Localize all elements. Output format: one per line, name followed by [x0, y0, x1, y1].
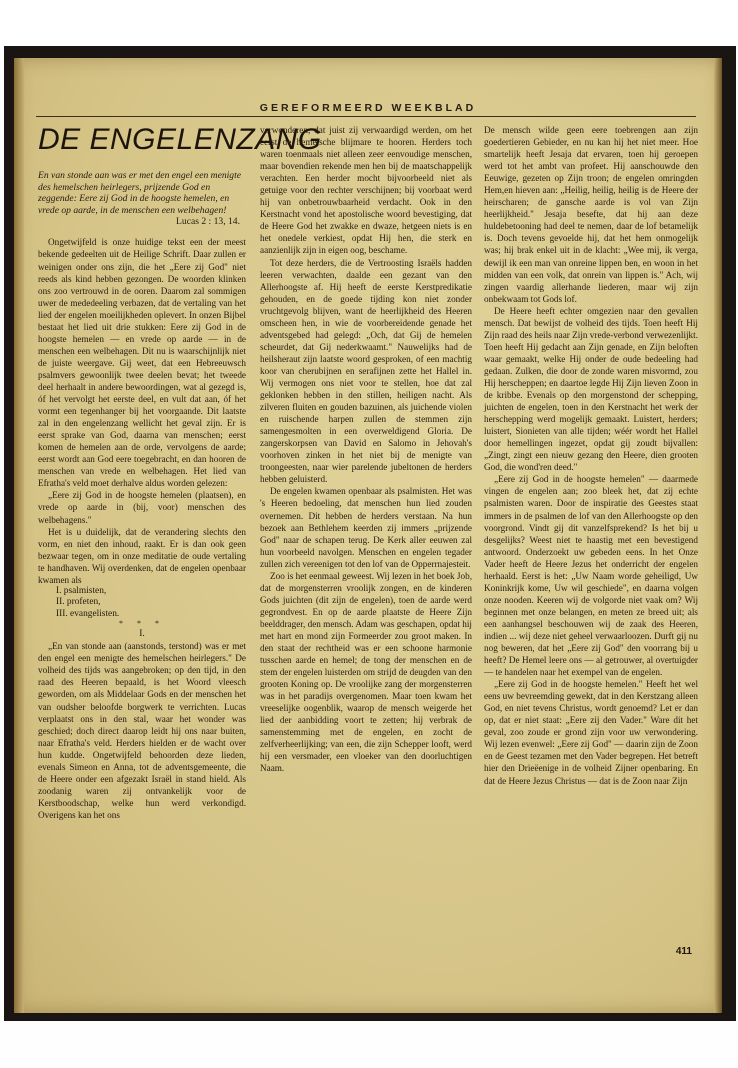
paragraph: „Eere zij God in de hoogste hemelen." Heeft het wel eens uw bevreemding gewekt, dat in den Kerstzang alleen God, en niet tevens Christus, wordt genoemd? Let er dan op, dat er niet staat: „Eere zij den Vader." Ware dit het geval, zoo zoude er grond zijn voor uw verwondering. Wij lezen evenwel: „Eere zij God" — daarin zijn de Zoon en de Geest tezamen met den Vader begrepen. Het betreft hier den Drieëenige in de volheid Zijner openbaring. En dat de Heere Jezus Christus — dat is de Zoon naar Zijn: [484, 679, 698, 786]
column-3: [484, 124, 698, 1010]
paragraph: De Heere heeft echter omgezien naar den gevallen mensch. Dat bewijst de volheid des tijds. Toen heeft Hij Zijn raad des heils naar Zijn vrede-verbond verwezenlijkt. Toen heeft Hij gedacht aan Zijn genade, en Zijn beloften waar gemaakt, welke Hij onder de oude bedeeling had gedaan. Zulken, die door de zonde waren misvormd, zou Hij herscheppen; en daartoe legde Hij Zijn lieven Zoon in de kribbe. Evenals op den morgenstond der schepping, juichten de engelen, toen in den Kerstnacht het werk der herschepping werd mogelijk gemaakt. Luistert, herders; luistert, Sionieten van alle tijden; wéér wordt het Hallel door hemellingen ingezet, opdat gij zoudt bijvallen: „Zingt, zingt een nieuw gezang den Heere, dien grooten God, die wond'ren deed.": [484, 305, 698, 473]
section-divider: * * *: [119, 619, 165, 629]
section-numeral: I.: [139, 628, 145, 640]
outline-item: II. profeten,: [56, 597, 101, 608]
page-number: 411: [675, 946, 692, 957]
top-margin: [0, 0, 738, 48]
outline-item: I. psalmisten,: [56, 585, 107, 596]
paragraph: Zoo is het eenmaal geweest. Wij lezen in het boek Job, dat de morgensterren vroolijk zongen, en de kinderen Gods juichten (dit zijn de engelen), toen de aarde werd gegrondvest. En op de aarde plaatste de Heere Zijn beelddrager, den mensch. Adam was geschapen, opdat hij met hart en mond zijn Formeerder zou groot maken. In den staat der rechtheid was er een schoone harmonie tusschen aarde en hemel; de tong der menschen en de stem der engelen luisterden om strijd de deugden van den grooten Koning op. De vroolijke zang der morgensterren was in het paradijs overgenomen. Maar toen kwam het vreeselijke oogenblik, waarop de mensch weigerde het lied der aanbidding voort te zetten; hij verbrak de samenstemming met de engelen, en zocht de zelfverheerlijking; van een, die zijn Schepper looft, werd hij een versmader, een vloeker van den doorluchtigen Naam.: [260, 570, 472, 774]
paragraph: Het is u duidelijk, dat de verandering slechts den vorm, en niet den inhoud, raakt. Er is dan ook geen bezwaar tegen, om in onze meditatie de oude vertaling te handhaven. Wij overdenken, dat de engelen openbaar kwamen als: [38, 526, 246, 585]
paragraph: „Eere zij God in de hoogste hemelen" — daarmede vingen de engelen aan; zoo bleek het, dat zij echte psalmisten waren. Door de inspiratie des Geestes staat immers in de psalmen de lof van den Allerhoogste op den voorgrond. Vindt gij dit vanzelfsprekend? Is het bij u desgelijks? Weest niet te haastig met een bevestigend antwoord. Onderzoekt uw gebeden eens. In het Onze Vader heeft de Heere Jezus het onderricht der engelen herhaald. Eerst is het: „Uw Naam worde geheiligd, Uw Koninkrijk kome, Uw wil geschiede", en daarna volgen onze nooden. Keeren wij de volgorde niet vaak om? Wij beginnen met onze belangen, en meten ze breed uit; als een aanhangsel beschouwen wij de zaak des Heeren, indien ... wij deze niet geheel verwaarloozen. Durft gij nu nog beweren, dat het „Eere zij God" den voorrang bij u heeft? De Hemel leere ons — al getrouwer, al overtuigder — te handelen naar het exempel van de engelen.: [484, 474, 698, 678]
paragraph: verwonderen, dat juist zij verwaardigd werden, om het eerst de hemelsche blijmare te hooren. Herders toch waren toenmaals niet alleen zeer eenvoudige menschen, maar bovendien rekende men hen bij de maatschappelijk verachten. Een herder mocht bijvoorbeeld niet als getuige voor den rechter verschijnen; bij voorbaat werd hij van onbetrouwbaarheid verdacht. Ook in den Kerstnacht vond het apostolische woord bevestiging, dat de Heere God het zwakke en dwaze, hetgeen niets is en het onedele verkiest, opdat Hij hen, die sterk en aanzienlijk zijn in eigen oog, beschame.: [260, 125, 472, 256]
page-edge-shadow: [714, 58, 722, 1013]
paragraph: „Eere zij God in de hoogste hemelen (plaatsen), en vrede op aarde in (bij, voor) menschen des welbehagens.": [38, 490, 246, 525]
magazine-page: [14, 58, 722, 1013]
paragraph: Ongetwijfeld is onze huidige tekst een der meest bekende gedeelten uit de Heilige Schrift. Daar zullen er weinigen onder ons zijn, die het „Eere zij God" niet reeds als kind hebben gezongen. De woorden klinken ons zoo vertrouwd in de ooren. Daarom zal sommigen uwer de mededeeling verbazen, dat de vertaling van het lied der engelen moeilijkheden oplevert. In onzen Bijbel bestaat het lied uit drie stukken: Eere zij God in de hoogste hemelen — en vrede op aarde — in de menschen een welbehagen. Dit nu is waarschijnlijk niet de juiste weergave. Gij weet, dat een Hebreeuwsch psalmvers gewoonlijk twee deelen bevat; het tweede deel herhaalt in andere bewoordingen, wat al gezegd is, óf het vervolgt het eerste deel, en vult dat aan, óf het vormt een tegenhanger bij het voorgaande. Dit laatste zal in den engelenzang wellicht het geval zijn. Er is eerst sprake van God, daarna van menschen; eerst komen de hemelen aan de orde, vervolgens de aarde; eerst wordt aan God eere toegebracht, en dan hooren de menschen van vrede en welbehagen. Het lied van Efratha's veld moet derhalve aldus worden gelezen:: [38, 237, 246, 489]
running-header: GEREFORMEERD WEEKBLAD: [259, 102, 477, 114]
header-rule: [36, 116, 696, 117]
paragraph: Tot deze herders, die de Vertroosting Israëls hadden leeren verwachten, daalde een gezant van den Allerhoogste af. Hij heeft de eerste Kerstpredikatie gehouden, en de goede tijding kon niet zonder vruchtgevolg blijven, want de heerlijkheid des Heeren omscheen hen, in wie de voorbereidende genade het adventsgebed had gelegd: „Och, dat Gij de hemelen scheurdet, dat Gij nederkwaamt." Nauwelijks had de heilsheraut zijn laatste woord gesproken, of een machtig koor van cherubijnen en serafijnen zette het Hallel in. Wij vermogen ons niet voor te stellen, hoe dat zal geklonken hebben in den stillen, heiligen nacht. Als zilveren fluiten en gouden bazuinen, als juichende violen en ruischende harpen zullen de stemmen zijn samengesmolten in een overweldigend Gloria. De zangerskorpsen van David en Salomo in Jehovah's voorhoven zinken in het niet bij de menigte van troongeesten, naar wier parelende jubeltonen de herders hebben geluisterd.: [260, 257, 472, 485]
outline-item: III. evangelisten.: [56, 608, 120, 619]
article-title: DE ENGELENZANG: [38, 123, 322, 156]
epigraph: En van stonde aan was er met den engel een menigte des hemelschen heirlegers, prijzende God en zeggende: Eere zij God in de hoogste hemelen, en vrede op aarde, in de menschen een welbehagen!: [38, 170, 242, 216]
paragraph: „En van stonde aan (aanstonds, terstond) was er met den engel een menigte des hemelschen heirlegers." De volheid des tijds was aangebroken; op den tijd, in den raad des Heeren bepaald, is het Woord vleesch geworden, om als Middelaar Gods en der menschen het van oudsher beloofde borgwerk te verrichten. Lucas verplaatst ons in den stal, waar het wonder was geschied; doch direct daarop leidt hij ons naar buiten, naar Efratha's veld. Herders hielden er de wacht over hun kudde. Ongetwijfeld behoorden deze lieden, evenals Simeon en Anna, tot de adventsgemeente, die de Heere onder een afgezakt Israël in stand hield. Als zoodanig waren zij ontvankelijk voor de Kerstboodschap, welke hun werd verkondigd. Overigens kan het ons: [38, 641, 246, 820]
paragraph: De mensch wilde geen eere toebrengen aan zijn goedertieren Gebieder, en nu kan hij het niet meer. Hoe smartelijk heeft Jesaja dat ervaren, toen hij geroepen werd tot het ambt van profeet. Hij aanschouwde den Eeuwige, gezeten op Zijn troon; de engelen omringden Hem,en hieven aan: „Heilig, heilig, heilig is de Heere der heirscharen; de gansche aarde is vol van Zijn heerlijkheid." Jesaja besefte, dat hij aan deze huldebetooning had deel te nemen, daar de lof betamelijk is. Doch tevens gevoelde hij, dat het hem onmogelijk was; hij brak enkel uit in de klacht: „Wee mij, ik verga, dewijl ik een man van onreine lippen ben, en woon in het midden van een volk, dat onrein van lippen is." Ach, wij zingen vaardig allerhande liederen, maar wij zijn onbekwaam tot Gods lof.: [484, 125, 698, 304]
paragraph: De engelen kwamen openbaar als psalmisten. Het was 's Heeren bedoeling, dat menschen hun lied zouden overnemen. Dit hebben de herders verstaan. Na hun bezoek aan Bethlehem keerden zij immers „prijzende God" naar de schapen terug. De Kerk aller eeuwen zal hun voorbeeld navolgen. Menschen en engelen tegader zullen zich vereenigen tot den lof van de Opperrnajesteit.: [260, 486, 472, 569]
column-2: [260, 124, 472, 1010]
outline-list: [56, 586, 246, 621]
column-1: [38, 123, 322, 1010]
scripture-reference: Lucas 2 : 13, 14.: [176, 216, 240, 228]
page-spine-shadow: [14, 58, 24, 1013]
